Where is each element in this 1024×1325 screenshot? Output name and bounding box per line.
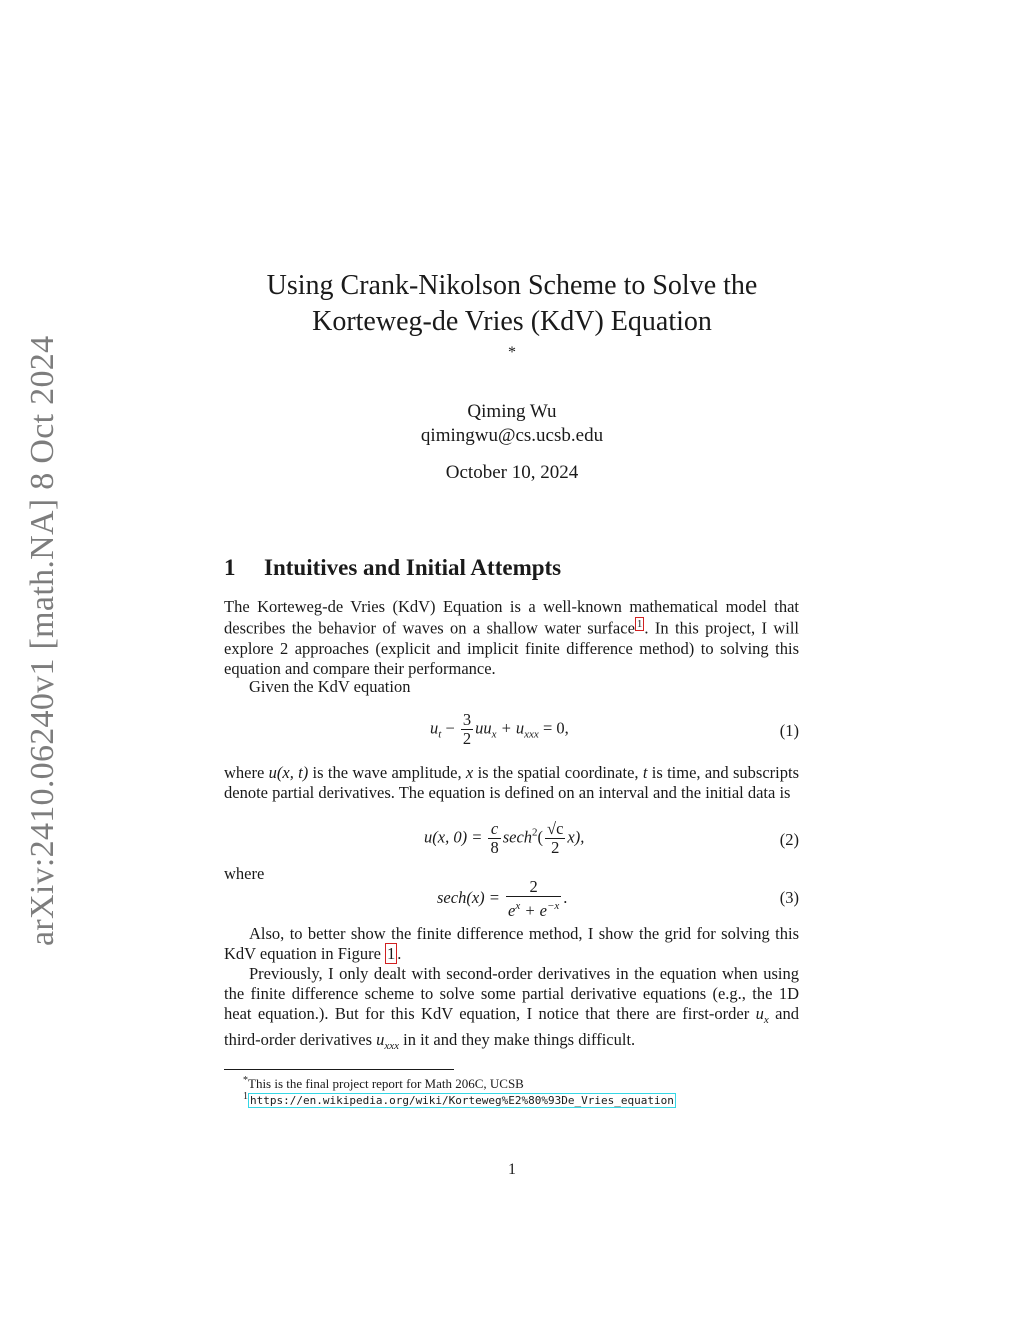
- eq-symbol: + u: [496, 718, 525, 738]
- paragraph-grid: [224, 924, 799, 964]
- eq-subscript: t: [438, 728, 442, 741]
- eq-paren: (: [537, 827, 544, 847]
- footnote-1: [243, 1089, 676, 1109]
- fraction-numerator: 2: [506, 878, 561, 897]
- eq-lhs: sech(x) =: [437, 887, 505, 907]
- title-line-1: Using Crank-Nikolson Scheme to Solve the: [266, 270, 758, 301]
- paragraph-where: where: [224, 864, 265, 883]
- math-inline: t: [642, 763, 648, 782]
- title-footnote-mark[interactable]: *: [508, 344, 516, 361]
- math-subscript: x: [763, 1014, 769, 1026]
- paragraph-text: is the wave amplitude,: [308, 763, 466, 782]
- equation-number: (3): [779, 888, 799, 907]
- eq-lhs: u(x, 0) =: [424, 827, 487, 847]
- footnote-divider: [224, 1069, 454, 1070]
- section-heading: [224, 555, 561, 581]
- fraction-numerator: c: [488, 820, 500, 839]
- eq-symbol: + e: [520, 901, 547, 920]
- paragraph-given: Given the KdV equation: [249, 677, 411, 696]
- footnote-mark: *: [243, 1075, 248, 1086]
- eq-subscript: xxx: [524, 728, 539, 741]
- paragraph-text: . In this project, I will explore 2 approaches (explicit and implicit finite difference method) to solving this equation and compare their performance.: [224, 618, 799, 678]
- paragraph-text: .: [397, 944, 402, 963]
- eq-fraction: [545, 820, 565, 857]
- author-block: [200, 400, 824, 448]
- eq-tail: .: [563, 887, 568, 907]
- fraction-numerator: √c: [547, 819, 564, 838]
- math-inline: x: [465, 763, 474, 782]
- equation-2: [224, 820, 799, 862]
- math-inline: u: [376, 1030, 385, 1049]
- author-email[interactable]: qimingwu@cs.ucsb.edu: [420, 425, 604, 446]
- footnote-text: This is the final project report for Math 206C, UCSB: [248, 1076, 524, 1091]
- math-subscript: xxx: [384, 1040, 400, 1052]
- math-inline: u: [755, 1004, 764, 1023]
- eq-operator: −: [441, 718, 459, 738]
- eq-fraction: [506, 878, 561, 920]
- eq-symbol: e: [508, 901, 516, 920]
- footnote-ref-1[interactable]: 1: [636, 618, 643, 630]
- equation-number: (1): [779, 721, 799, 740]
- eq-subscript: x: [491, 728, 497, 741]
- eq-fraction: [488, 820, 500, 857]
- arxiv-stamp: arXiv:2410.06240v1 [math.NA] 8 Oct 2024: [24, 335, 61, 946]
- equation-number: (2): [779, 830, 799, 849]
- footnote-url-link[interactable]: https://en.wikipedia.org/wiki/Korteweg%E2%80%93De_Vries_equation: [250, 1094, 674, 1107]
- equation-1: [224, 711, 799, 753]
- paragraph-text: where: [224, 763, 269, 782]
- equation-3: [224, 878, 799, 920]
- paragraph-text: is time, and subscripts denote partial derivatives. The equation is defined on an interval and the initial data is: [224, 763, 799, 802]
- fraction-denominator: 2: [551, 838, 560, 857]
- fraction-denominator: [506, 897, 561, 920]
- paper-title: [200, 268, 824, 340]
- paragraph-previously: [224, 964, 799, 1056]
- eq-fraction: [461, 711, 473, 748]
- page-number: 1: [508, 1161, 516, 1178]
- paragraph-intro: [224, 597, 799, 679]
- eq-symbol: sech: [502, 827, 533, 847]
- paragraph-text: and third-order derivatives: [224, 1004, 799, 1049]
- author-name: Qiming Wu: [467, 401, 557, 422]
- eq-superscript: 2: [532, 826, 538, 839]
- section-title: Intuitives and Initial Attempts: [264, 555, 562, 580]
- eq-superscript: −x: [546, 900, 560, 912]
- paragraph-text: Also, to better show the finite difference method, I show the grid for solving this KdV equation in Figure: [224, 924, 799, 963]
- paper-date: October 10, 2024: [445, 462, 579, 483]
- title-line-2: Korteweg-de Vries (KdV) Equation: [312, 306, 712, 337]
- fraction-numerator: 3: [462, 710, 472, 729]
- eq-symbol: uu: [475, 718, 492, 738]
- eq-superscript: x: [515, 900, 521, 912]
- eq-tail: x),: [567, 827, 585, 847]
- paragraph-text: Previously, I only dealt with second-order derivatives in the equation when using the finite difference scheme to solve some partial derivative equations (e.g., the 1D heat equation.). But for this KdV equation, I notice that there are first-order: [224, 964, 799, 1023]
- eq-rhs: = 0,: [538, 718, 569, 738]
- paragraph-text: The Korteweg-de Vries (KdV) Equation is a well-known mathematical model that describes the behavior of waves on a shallow water surface: [224, 597, 799, 638]
- paragraph-text: in it and they make things difficult.: [399, 1030, 636, 1049]
- section-number: 1: [224, 555, 236, 580]
- fraction-denominator: 2: [462, 729, 472, 748]
- paragraph-text: is the spatial coordinate,: [473, 763, 643, 782]
- figure-ref-1[interactable]: 1: [387, 944, 396, 963]
- fraction-denominator: 8: [490, 838, 499, 857]
- eq-symbol: u: [430, 718, 439, 738]
- math-inline: u(x, t): [268, 763, 309, 782]
- paragraph-where-u: [224, 763, 799, 803]
- footnote-mark: 1: [243, 1091, 248, 1102]
